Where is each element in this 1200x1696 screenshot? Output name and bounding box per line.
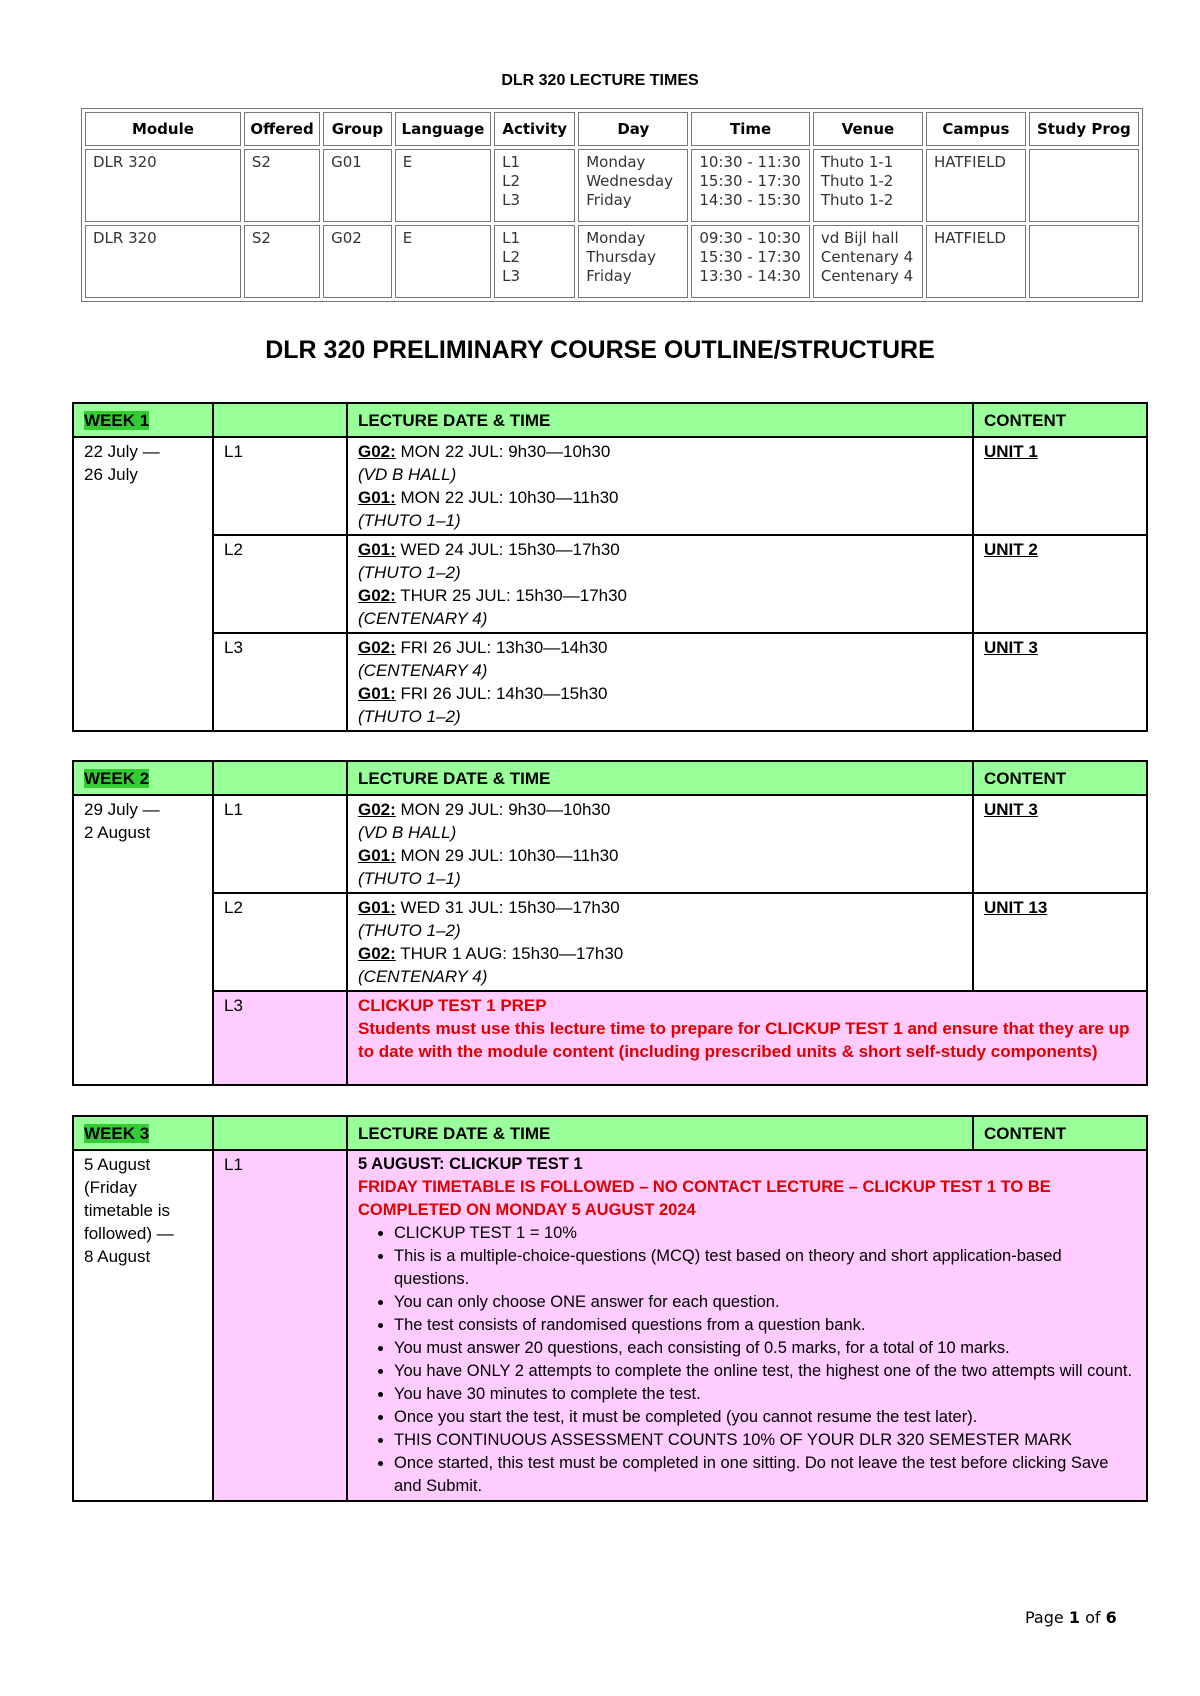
col-study-prog: Study Prog	[1029, 112, 1139, 146]
list-item: • The test consists of randomised questions from a question bank.	[394, 1314, 1136, 1337]
date-time-header: LECTURE DATE & TIME	[347, 403, 973, 437]
activity-line: L1	[502, 229, 521, 247]
lecture-row	[73, 633, 1147, 731]
day-line: Monday	[586, 153, 646, 171]
venue-line: Centenary 4	[820, 248, 914, 266]
content-header: CONTENT	[973, 761, 1147, 795]
week-header-blank	[213, 761, 347, 795]
time-line: 09:30 - 10:30	[699, 229, 801, 247]
week-header-row	[73, 403, 1147, 437]
venue-line: vd Bijl hall	[820, 229, 899, 247]
test-rules-list	[358, 1222, 1136, 1498]
time-line: 15:30 - 17:30	[699, 248, 801, 266]
col-venue: Venue	[813, 112, 923, 146]
col-offered: Offered	[244, 112, 320, 146]
lecture-id: L2	[213, 893, 347, 991]
lecture-id: L3	[213, 991, 347, 1085]
week-2-table	[72, 760, 1148, 1086]
cell-study-prog	[1029, 225, 1139, 298]
lecture-id: L1	[213, 437, 347, 535]
lecture-times-header-row	[85, 112, 1139, 146]
cell-day	[578, 149, 688, 222]
lecture-id: L3	[213, 633, 347, 731]
lecture-id: L1	[213, 795, 347, 893]
cell-offered: S2	[244, 149, 320, 222]
list-item: • Once you start the test, it must be completed (you cannot resume the test later).	[394, 1406, 1136, 1429]
activity-line: L3	[502, 191, 521, 209]
list-item: • You have ONLY 2 attempts to complete the online test, the highest one of the two attempts will count.	[394, 1360, 1136, 1383]
list-item: • You have 30 minutes to complete the test.	[394, 1383, 1136, 1406]
lecture-row	[73, 535, 1147, 633]
lecture-content: UNIT 3	[973, 795, 1147, 893]
page-number: Page 1 of 6	[1025, 1608, 1117, 1627]
cell-activity	[494, 149, 575, 222]
lecture-slots: G02: FRI 26 JUL: 13h30—14h30 (CENTENARY 4) G01: FRI 26 JUL: 14h30—15h30 (THUTO 1–2)	[347, 633, 973, 731]
week-header-blank	[213, 1116, 347, 1150]
cell-offered: S2	[244, 225, 320, 298]
outline-title: DLR 320 PRELIMINARY COURSE OUTLINE/STRUCTURE	[265, 336, 935, 364]
lecture-slots: G02: MON 29 JUL: 9h30—10h30 (VD B HALL) G01: MON 29 JUL: 10h30—11h30 (THUTO 1–1)	[347, 795, 973, 893]
lecture-content: UNIT 13	[973, 893, 1147, 991]
time-line: 14:30 - 15:30	[699, 191, 801, 209]
venue-line: Thuto 1-2	[820, 191, 894, 209]
day-line: Thursday	[586, 248, 656, 266]
time-line: 15:30 - 17:30	[699, 172, 801, 190]
lecture-times-table	[81, 108, 1143, 302]
list-item: • You must answer 20 questions, each consisting of 0.5 marks, for a total of 10 marks.	[394, 1337, 1136, 1360]
col-time: Time	[691, 112, 809, 146]
cell-group: G01	[323, 149, 392, 222]
date-time-header: LECTURE DATE & TIME	[347, 1116, 973, 1150]
activity-line: L1	[502, 153, 521, 171]
week-header-row	[73, 761, 1147, 795]
cell-study-prog	[1029, 149, 1139, 222]
venue-line: Thuto 1-1	[820, 153, 894, 171]
week-header-row	[73, 1116, 1147, 1150]
time-line: 13:30 - 14:30	[699, 267, 801, 285]
lecture-row	[73, 991, 1147, 1085]
list-item: • You can only choose ONE answer for each question.	[394, 1291, 1136, 1314]
venue-line: Thuto 1-2	[820, 172, 894, 190]
list-item: • This is a multiple-choice-questions (MCQ) test based on theory and short application-based questions.	[394, 1245, 1136, 1291]
test-prep-notice: CLICKUP TEST 1 PREP Students must use this lecture time to prepare for CLICKUP TEST 1 and ensure that they are up to date with the module content (including prescribed units & short self-study components)	[347, 991, 1147, 1085]
cell-campus: HATFIELD	[926, 149, 1026, 222]
week-date-range: 29 July — 2 August	[73, 795, 213, 1085]
week-label: WEEK 1	[73, 403, 213, 437]
lecture-id: L2	[213, 535, 347, 633]
content-header: CONTENT	[973, 1116, 1147, 1150]
week-label: WEEK 3	[73, 1116, 213, 1150]
lecture-times-title: DLR 320 LECTURE TIMES	[501, 72, 699, 89]
list-item: • Once started, this test must be completed in one sitting. Do not leave the test before clicking Save and Submit.	[394, 1452, 1136, 1498]
cell-time	[691, 149, 809, 222]
lecture-slots: G01: WED 24 JUL: 15h30—17h30 (THUTO 1–2) G02: THUR 25 JUL: 15h30—17h30 (CENTENARY 4)	[347, 535, 973, 633]
col-module: Module	[85, 112, 241, 146]
activity-line: L2	[502, 248, 521, 266]
day-line: Wednesday	[586, 172, 674, 190]
lecture-content: UNIT 3	[973, 633, 1147, 731]
activity-line: L3	[502, 267, 521, 285]
week-3-table	[72, 1115, 1148, 1502]
col-activity: Activity	[494, 112, 575, 146]
lecture-content: UNIT 1	[973, 437, 1147, 535]
lecture-slots: G02: MON 22 JUL: 9h30—10h30 (VD B HALL) G01: MON 22 JUL: 10h30—11h30 (THUTO 1–1)	[347, 437, 973, 535]
col-group: Group	[323, 112, 392, 146]
content-header: CONTENT	[973, 403, 1147, 437]
day-line: Monday	[586, 229, 646, 247]
table-row	[85, 225, 1139, 298]
cell-time	[691, 225, 809, 298]
lecture-slots: G01: WED 31 JUL: 15h30—17h30 (THUTO 1–2) G02: THUR 1 AUG: 15h30—17h30 (CENTENARY 4)	[347, 893, 973, 991]
week-date-range: 5 August (Friday timetable is followed) — 8 August	[73, 1150, 213, 1501]
col-campus: Campus	[926, 112, 1026, 146]
lecture-row	[73, 1150, 1147, 1501]
cell-venue	[813, 149, 923, 222]
date-time-header: LECTURE DATE & TIME	[347, 761, 973, 795]
time-line: 10:30 - 11:30	[699, 153, 801, 171]
cell-venue	[813, 225, 923, 298]
week-label: WEEK 2	[73, 761, 213, 795]
col-day: Day	[578, 112, 688, 146]
lecture-content: UNIT 2	[973, 535, 1147, 633]
lecture-row	[73, 795, 1147, 893]
activity-line: L2	[502, 172, 521, 190]
venue-line: Centenary 4	[820, 267, 914, 285]
cell-language: E	[395, 225, 491, 298]
lecture-row	[73, 437, 1147, 535]
lecture-row	[73, 893, 1147, 991]
lecture-id: L1	[213, 1150, 347, 1501]
table-row	[85, 149, 1139, 222]
cell-module: DLR 320	[85, 225, 241, 298]
clickup-test-info: 5 AUGUST: CLICKUP TEST 1 FRIDAY TIMETABLE IS FOLLOWED – NO CONTACT LECTURE – CLICKUP TEST 1 TO BE COMPLETED ON MONDAY 5 AUGUST 2024 • CLICKUP TEST 1 = 10% • This is a multiple-choice-questions (MCQ) test based on theory and short application-based questions. • You can only choose ONE answer for each question. • The test consists of randomised questions from a question bank. • You must answer 20 questions, each consisting of 0.5 marks, for a total of 10 marks. • You have ONLY 2 attempts to complete the online test, the highest one of the two attempts will count. • You have 30 minutes to complete the test. • Once you start the test, it must be completed (you cannot resume the test later). • THIS CONTINUOUS ASSESSMENT COUNTS 10% OF YOUR DLR 320 SEMESTER MARK • Once started, this test must be completed in one sitting. Do not leave the test before clicking Save and Submit.	[347, 1150, 1147, 1501]
cell-module: DLR 320	[85, 149, 241, 222]
col-language: Language	[395, 112, 491, 146]
cell-activity	[494, 225, 575, 298]
week-date-range: 22 July — 26 July	[73, 437, 213, 731]
cell-group: G02	[323, 225, 392, 298]
cell-day	[578, 225, 688, 298]
day-line: Friday	[586, 267, 632, 285]
week-1-table	[72, 402, 1148, 732]
cell-language: E	[395, 149, 491, 222]
week-header-blank	[213, 403, 347, 437]
list-item: • CLICKUP TEST 1 = 10%	[394, 1222, 1136, 1245]
cell-campus: HATFIELD	[926, 225, 1026, 298]
day-line: Friday	[586, 191, 632, 209]
list-item: • THIS CONTINUOUS ASSESSMENT COUNTS 10% OF YOUR DLR 320 SEMESTER MARK	[394, 1429, 1136, 1452]
